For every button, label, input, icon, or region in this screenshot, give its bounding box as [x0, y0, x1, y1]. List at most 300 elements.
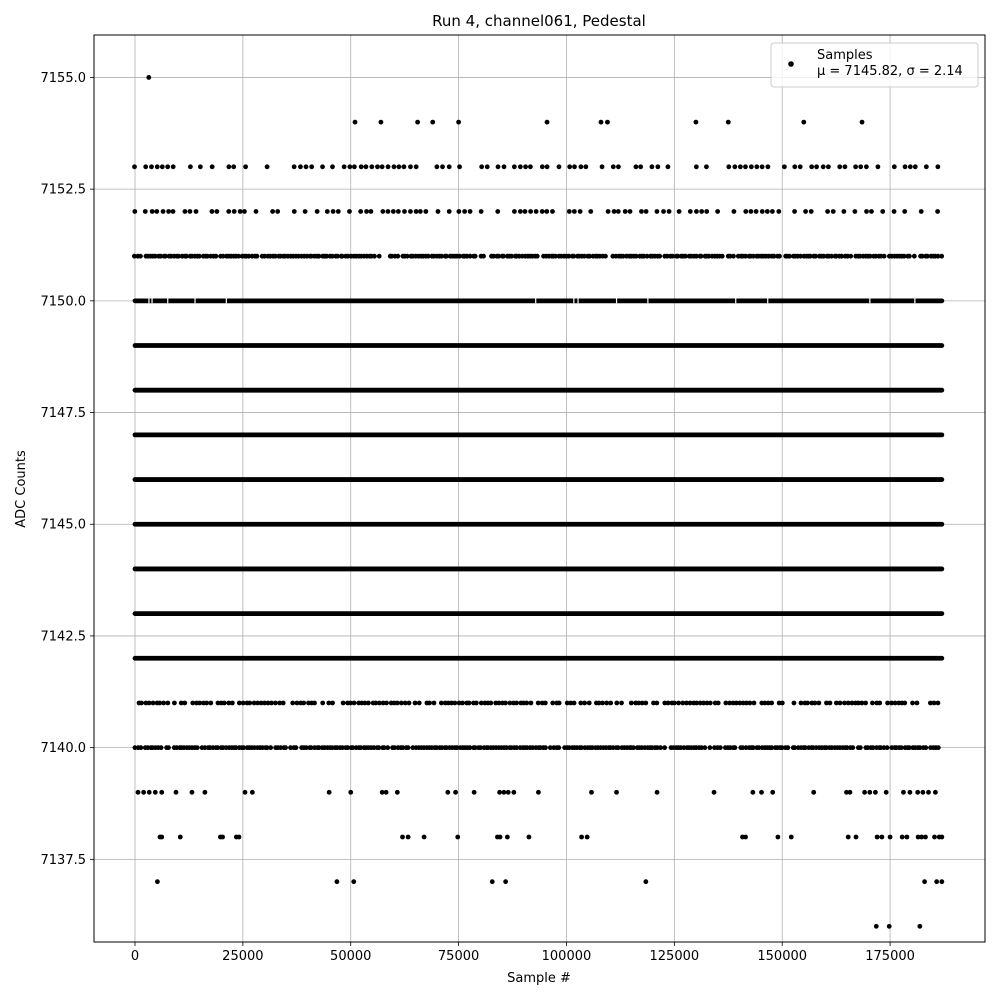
x-tick-label: 50000 [330, 949, 372, 964]
x-tick-label: 25000 [222, 949, 264, 964]
sample-point [579, 835, 584, 840]
sample-point [661, 209, 666, 214]
sample-point [523, 209, 528, 214]
sample-point [694, 120, 699, 125]
sample-point [155, 879, 160, 884]
sample-point [143, 209, 148, 214]
sample-point [915, 701, 920, 706]
sample-point [222, 701, 227, 706]
sample-point [366, 701, 371, 706]
sample-point [490, 879, 495, 884]
sample-point [605, 120, 610, 125]
band-gap [535, 298, 536, 303]
sample-point [908, 164, 913, 169]
sample-point [536, 790, 541, 795]
sample-point [732, 164, 737, 169]
sample-point [528, 209, 533, 214]
sample-point [655, 209, 660, 214]
sample-point [650, 164, 655, 169]
y-tick-label: 7142.5 [40, 629, 86, 645]
sample-point [726, 120, 731, 125]
sample-point [427, 701, 432, 706]
sample-point [599, 120, 604, 125]
sample-point [858, 745, 863, 750]
sample-point [803, 209, 808, 214]
sample-point [432, 701, 437, 706]
sample-point [341, 701, 346, 706]
sample-point [417, 701, 422, 706]
sample-point [347, 209, 352, 214]
sample-point [159, 790, 164, 795]
sample-point [132, 164, 137, 169]
sample-point [770, 790, 775, 795]
sample-point [275, 209, 280, 214]
y-tick-label: 7145.0 [40, 517, 86, 533]
sample-point [654, 701, 659, 706]
sample-point [408, 209, 413, 214]
sample-point [159, 835, 164, 840]
sample-point [776, 209, 781, 214]
sample-point [567, 164, 572, 169]
sample-point [150, 209, 155, 214]
sample-point [462, 209, 467, 214]
sample-point [155, 164, 160, 169]
sample-point [864, 164, 869, 169]
sample-point [900, 835, 905, 840]
sample-point [298, 164, 303, 169]
sample-point [283, 745, 288, 750]
sample-point [743, 209, 748, 214]
x-axis [131, 942, 915, 964]
sample-point [194, 209, 199, 214]
sample-point [809, 209, 814, 214]
sample-point [676, 701, 681, 706]
sample-point [749, 164, 754, 169]
sample-point [136, 790, 141, 795]
sample-point [572, 701, 577, 706]
sample-point [506, 790, 511, 795]
sample-point [655, 164, 660, 169]
sample-point [870, 701, 875, 706]
sample-point [423, 209, 428, 214]
sample-point [715, 209, 720, 214]
sample-band [133, 522, 945, 527]
sample-point [545, 164, 550, 169]
sample-point [655, 790, 660, 795]
sample-point [434, 164, 439, 169]
sample-point [514, 701, 519, 706]
sample-point [273, 701, 278, 706]
sample-point [232, 209, 237, 214]
sample-point [611, 164, 616, 169]
sample-point [153, 790, 158, 795]
sample-point [888, 835, 893, 840]
sample-point [901, 790, 906, 795]
sample-point [391, 209, 396, 214]
sample-point [934, 879, 939, 884]
sample-point [154, 209, 159, 214]
sample-point [843, 164, 848, 169]
sample-point [358, 209, 363, 214]
sample-point [860, 120, 865, 125]
sample-point [936, 745, 941, 750]
band-gap [869, 298, 870, 303]
sample-point [352, 701, 357, 706]
sample-point [364, 164, 369, 169]
sample-point [369, 209, 374, 214]
sample-point [174, 790, 179, 795]
sample-point [846, 835, 851, 840]
sample-point [468, 209, 473, 214]
sample-point [718, 745, 723, 750]
sample-point [831, 209, 836, 214]
sample-point [567, 209, 572, 214]
sample-point [183, 209, 188, 214]
sample-point [716, 701, 721, 706]
sample-point [662, 745, 667, 750]
sample-point [905, 835, 910, 840]
sample-point [707, 745, 712, 750]
sample-point [479, 209, 484, 214]
sample-point [447, 209, 452, 214]
sample-point [587, 701, 592, 706]
sample-point [852, 209, 857, 214]
sample-point [377, 254, 382, 259]
sample-point [292, 209, 297, 214]
sample-point [497, 790, 502, 795]
sample-point [769, 701, 774, 706]
sample-point [309, 164, 314, 169]
sample-point [628, 209, 633, 214]
data-points [132, 75, 944, 929]
sample-point [939, 879, 944, 884]
sample-point [619, 701, 624, 706]
sample-point [440, 164, 445, 169]
sample-point [375, 164, 380, 169]
sample-point [643, 879, 648, 884]
sample-point [384, 790, 389, 795]
sample-point [172, 701, 177, 706]
sample-point [848, 790, 853, 795]
sample-point [147, 790, 152, 795]
sample-point [402, 164, 407, 169]
sample-point [430, 120, 435, 125]
sample-point [838, 701, 843, 706]
sample-point [210, 164, 215, 169]
sample-point [782, 164, 787, 169]
x-tick-label: 100000 [541, 949, 592, 964]
band-gap [616, 298, 617, 303]
sample-point [255, 254, 260, 259]
sample-point [413, 701, 418, 706]
sample-point [910, 701, 915, 706]
sample-band [133, 477, 945, 482]
sample-point [543, 745, 548, 750]
sample-point [166, 745, 171, 750]
sample-point [867, 790, 872, 795]
sample-point [887, 924, 892, 929]
sample-point [138, 745, 143, 750]
sample-point [759, 790, 764, 795]
band-gap [148, 298, 149, 303]
sample-band [133, 432, 945, 437]
sample-point [917, 924, 922, 929]
sample-point [414, 209, 419, 214]
sample-point [583, 164, 588, 169]
sample-point [801, 120, 806, 125]
y-tick-label: 7150.0 [40, 294, 86, 310]
y-tick-label: 7137.5 [40, 852, 86, 868]
sample-point [226, 164, 231, 169]
sample-point [379, 120, 384, 125]
sample-point [238, 209, 243, 214]
sample-point [231, 164, 236, 169]
sample-point [452, 701, 457, 706]
sample-point [885, 745, 890, 750]
sample-point [178, 835, 183, 840]
sample-point [359, 164, 364, 169]
sample-point [879, 835, 884, 840]
sample-point [864, 209, 869, 214]
sample-point [733, 745, 738, 750]
x-tick-label: 175000 [865, 949, 915, 964]
sample-point [850, 745, 855, 750]
sample-point [752, 701, 757, 706]
sample-point [527, 835, 532, 840]
sample-point [775, 835, 780, 840]
sample-point [402, 209, 407, 214]
sample-point [518, 164, 523, 169]
legend-series-name: Samples [817, 48, 873, 63]
band-gap [767, 298, 768, 303]
sample-point [623, 209, 628, 214]
y-tick-label: 7155.0 [40, 70, 86, 86]
sample-point [188, 164, 193, 169]
sample-point [512, 164, 517, 169]
sample-point [666, 164, 671, 169]
sample-point [138, 254, 143, 259]
sample-point [473, 254, 478, 259]
sample-point [902, 209, 907, 214]
sample-point [798, 164, 803, 169]
grid-lines [94, 35, 985, 942]
sample-point [837, 164, 842, 169]
sample-point [816, 701, 821, 706]
sample-point [165, 701, 170, 706]
sample-band [133, 611, 945, 616]
sample-point [406, 745, 411, 750]
sample-point [214, 209, 219, 214]
sample-point [518, 209, 523, 214]
sample-point [535, 254, 540, 259]
sample-point [384, 701, 389, 706]
sample-point [436, 209, 441, 214]
sample-point [395, 790, 400, 795]
sample-point [270, 209, 275, 214]
sample-point [903, 164, 908, 169]
sample-point [414, 164, 419, 169]
sample-point [747, 701, 752, 706]
sample-point [933, 790, 938, 795]
sample-point [657, 254, 662, 259]
sample-point [792, 701, 797, 706]
sample-point [582, 701, 587, 706]
sample-point [243, 790, 248, 795]
x-tick-label: 75000 [437, 949, 480, 964]
sample-point [400, 835, 405, 840]
sample-point [922, 879, 927, 884]
sample-point [644, 209, 649, 214]
sample-point [511, 790, 516, 795]
sample-point [792, 209, 797, 214]
sample-point [320, 701, 325, 706]
sample-point [578, 164, 583, 169]
sample-point [353, 120, 358, 125]
sample-point [408, 164, 413, 169]
sample-point [754, 164, 759, 169]
sample-point [204, 701, 209, 706]
sample-point [712, 790, 717, 795]
sample-point [503, 879, 508, 884]
sample-point [220, 835, 225, 840]
sample-point [502, 164, 507, 169]
sample-point [159, 745, 164, 750]
sample-point [528, 164, 533, 169]
sample-point [743, 164, 748, 169]
sample-point [505, 835, 510, 840]
sample-point [848, 254, 853, 259]
sample-point [315, 209, 320, 214]
sample-point [380, 209, 385, 214]
sample-point [853, 164, 858, 169]
sample-point [780, 701, 785, 706]
sample-point [924, 164, 929, 169]
sample-point [932, 835, 937, 840]
sample-point [292, 164, 297, 169]
sample-point [672, 701, 677, 706]
sample-point [502, 790, 507, 795]
sample-point [385, 745, 390, 750]
y-tick-label: 7147.5 [40, 406, 86, 422]
band-gap [735, 298, 736, 303]
sample-point [915, 790, 920, 795]
sample-band [133, 343, 945, 348]
sample-point [936, 701, 941, 706]
sample-point [281, 701, 286, 706]
sample-band [133, 388, 945, 393]
sample-point [720, 254, 725, 259]
sample-point [512, 209, 517, 214]
sample-point [770, 209, 775, 214]
sample-point [226, 209, 231, 214]
sample-point [585, 835, 590, 840]
sample-point [171, 164, 176, 169]
sample-point [495, 209, 500, 214]
sample-point [814, 164, 819, 169]
sample-point [479, 164, 484, 169]
sample-point [330, 701, 335, 706]
sample-point [939, 254, 944, 259]
sample-point [380, 164, 385, 169]
sample-point [863, 701, 868, 706]
sample-point [639, 209, 644, 214]
sample-point [290, 701, 295, 706]
sample-point [327, 790, 332, 795]
sample-point [143, 164, 148, 169]
sample-point [141, 790, 146, 795]
sample-point [544, 209, 549, 214]
sample-point [455, 835, 460, 840]
sample-point [488, 701, 493, 706]
sample-point [708, 701, 713, 706]
sample-point [467, 701, 472, 706]
sample-point [472, 790, 477, 795]
x-tick-label: 150000 [757, 949, 808, 964]
sample-point [312, 701, 317, 706]
sample-point [407, 701, 412, 706]
sample-point [862, 790, 867, 795]
sample-point [821, 164, 826, 169]
sample-point [529, 701, 534, 706]
sample-point [208, 701, 213, 706]
sample-point [325, 209, 330, 214]
sample-point [805, 701, 810, 706]
sample-point [481, 254, 486, 259]
sample-point [460, 701, 465, 706]
sample-point [456, 120, 461, 125]
sample-band [133, 656, 945, 661]
sample-point [265, 164, 270, 169]
sample-point [496, 164, 501, 169]
sample-point [854, 835, 859, 840]
sample-point [418, 209, 423, 214]
sample-point [268, 745, 273, 750]
x-tick-label: 125000 [649, 949, 700, 964]
sample-point [760, 209, 765, 214]
sample-point [210, 209, 215, 214]
sample-point [825, 209, 830, 214]
sample-point [406, 835, 411, 840]
sample-point [237, 835, 242, 840]
sample-point [785, 745, 790, 750]
sample-point [146, 75, 151, 80]
sample-point [303, 209, 308, 214]
sample-point [638, 164, 643, 169]
sample-point [301, 701, 306, 706]
sample-point [392, 164, 397, 169]
band-gap [151, 298, 152, 303]
y-axis-label: ADC Counts [14, 450, 29, 528]
sample-band [133, 567, 945, 572]
sample-point [750, 790, 755, 795]
sample-point [792, 164, 797, 169]
sample-point [677, 209, 682, 214]
sample-point [195, 745, 200, 750]
sample-point [874, 924, 879, 929]
sample-point [171, 209, 176, 214]
sample-point [139, 701, 144, 706]
sample-point [841, 209, 846, 214]
sample-point [923, 745, 928, 750]
sample-point [190, 790, 195, 795]
sample-point [643, 701, 648, 706]
sample-point [935, 209, 940, 214]
sample-point [869, 209, 874, 214]
sample-point [578, 209, 583, 214]
sample-point [880, 209, 885, 214]
sample-point [875, 835, 880, 840]
sample-point [534, 209, 539, 214]
